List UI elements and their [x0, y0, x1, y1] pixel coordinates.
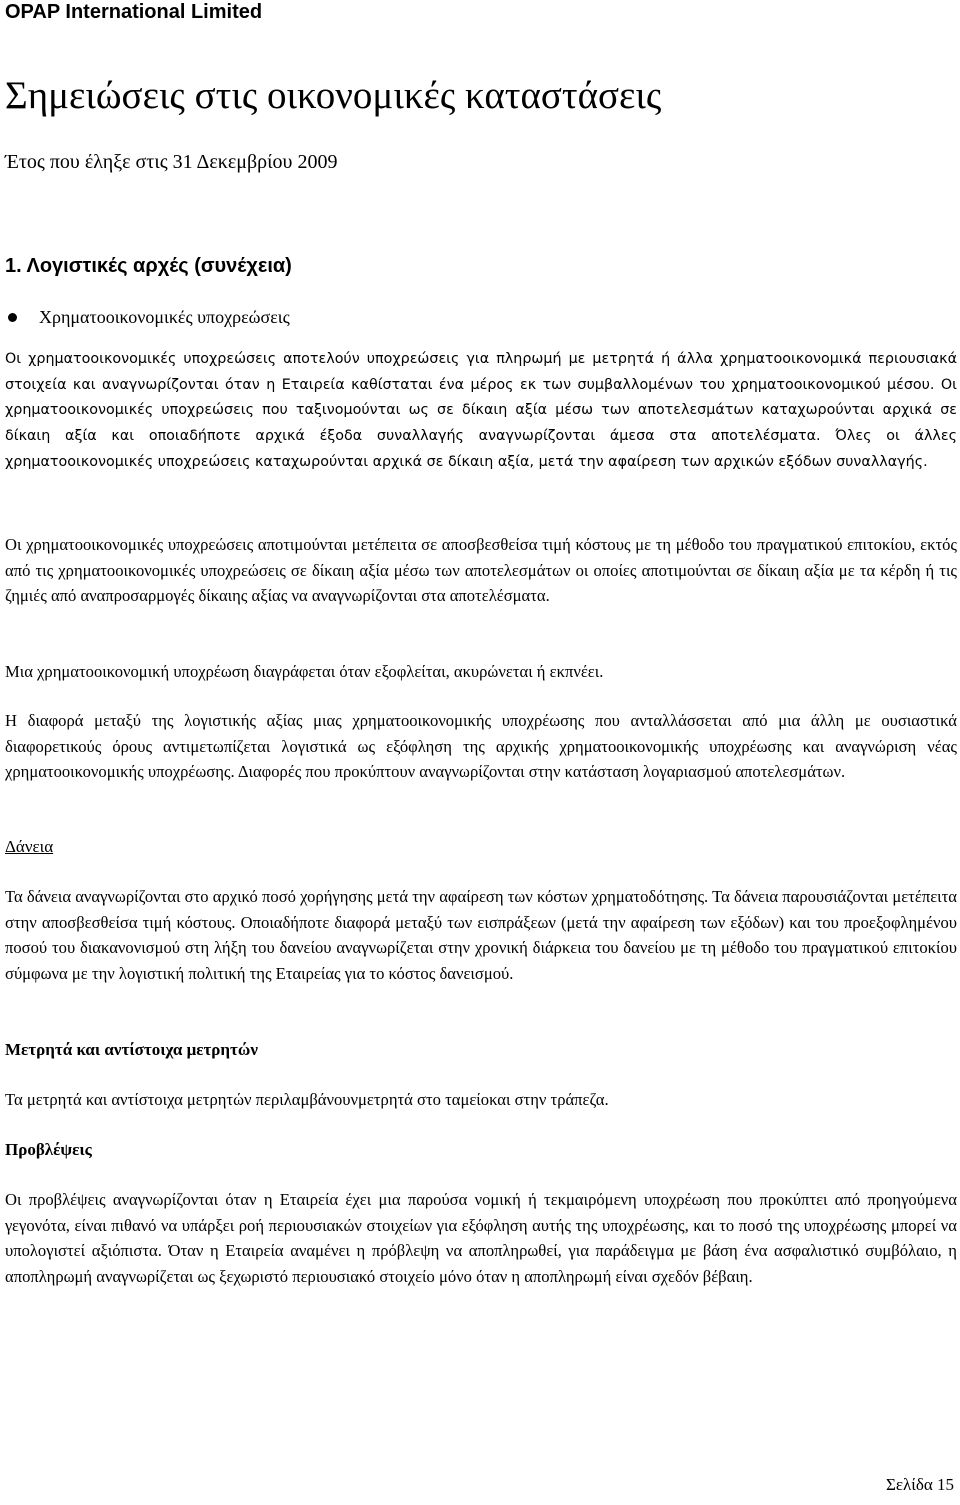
paragraph-derecognition: Μια χρηματοοικονομική υποχρέωση διαγράφεται όταν εξοφλείται, ακυρώνεται ή εκπνέει. — [5, 662, 604, 681]
paragraph-cash: Τα μετρητά και αντίστοιχα μετρητών περιλαμβάνουνμετρητά στο ταμείοκαι στην τράπεζα. — [5, 1090, 609, 1109]
paragraph-loans: Τα δάνεια αναγνωρίζονται στο αρχικό ποσό χορήγησης μετά την αφαίρεση των κόστων χρηματοδότησης. Τα δάνεια παρουσιάζονται μετέπειτα στην αποσβεσθείσα τιμή κόστους. Οποιαδήποτε διαφορά μεταξύ των εισπράξεων (μετά την αφαίρεση των εξόδων) και του προεξοφλημένου ποσού του διακανονισμού στη λήξη του δανείου αναγνωρίζεται στην χρονική διάρκεια του δανείου με τη μέθοδο του πραγματικού επιτοκίου σύμφωνα με την λογιστική πολιτική της Εταιρείας για το κόστος δανεισμού. — [5, 887, 957, 983]
bullet-heading-label: Χρηματοοικονομικές υποχρεώσεις — [39, 307, 290, 327]
bullet-icon — [8, 313, 17, 322]
paragraph-measurement: Οι χρηματοοικονομικές υποχρεώσεις αποτιμούνται μετέπειτα σε αποσβεσθείσα τιμή κόστους με τη μέθοδο του πραγματικού επιτοκίου, εκτός από τις χρηματοοικονομικές υποχρεώσεις σε δίκαιη αξία μέσω των αποτελεσμάτων οι οποίες αποτιμούνται σε δίκαιη αξία με τα κέρδη ή τις ζημιές από αναπροσαρμογές δίκαιης αξίας να αναγνωρίζονται στα αποτελέσματα. — [5, 535, 957, 605]
document-subtitle: Έτος που έληξε στις 31 Δεκεμβρίου 2009 — [5, 151, 338, 173]
document-title: Σημειώσεις στις οικονομικές καταστάσεις — [5, 74, 662, 117]
loans-heading: Δάνεια — [5, 837, 54, 856]
paragraph-exchange: Η διαφορά μεταξύ της λογιστικής αξίας μιας χρηματοοικονομικής υποχρέωσης που ανταλλάσσεται από μια άλλη με ουσιαστικά διαφορετικούς όρους αντιμετωπίζεται λογιστικά ως εξόφληση της αρχικής χρηματοοικονομικής υποχρέωσης και αναγνώριση νέας χρηματοοικονομικής υποχρέωσης. Διαφορές που προκύπτουν αναγνωρίζονται στην κατάσταση λογαριασμού αποτελεσμάτων. — [5, 711, 957, 781]
provisions-heading: Προβλέψεις — [5, 1140, 92, 1159]
page-number: Σελίδα 15 — [885, 1475, 954, 1494]
bullet-heading — [5, 303, 290, 331]
paragraph-financial-liabilities: Οι χρηματοοικονομικές υποχρεώσεις αποτελούν υποχρεώσεις για πληρωμή με μετρητά ή άλλα χρηματοοικονομικά περιουσιακά στοιχεία και αναγνωρίζονται όταν η Εταιρεία καθίσταται ένα μέρος εκ των συμβαλλομένων του χρηματοοικονομικού μέσου. Οι χρηματοοικονομικές υποχρεώσεις που ταξινομούνται ως σε δίκαιη αξία μέσω των αποτελεσμάτων καταχωρούνται αρχικά σε δίκαιη αξία και οποιαδήποτε αρχικά έξοδα συναλλαγής αναγνωρίζονται άμεσα στα αποτελέσματα. Όλες οι άλλες χρηματοοικονομικές υποχρεώσεις καταχωρούνται αρχικά σε δίκαιη αξία, μετά την αφαίρεση των αρχικών εξόδων συναλλαγής. — [5, 351, 957, 470]
company-name: OPAP International Limited — [5, 1, 263, 23]
cash-heading: Μετρητά και αντίστοιχα μετρητών — [5, 1040, 258, 1059]
section-heading: 1. Λογιστικές αρχές (συνέχεια) — [5, 255, 292, 277]
paragraph-provisions: Οι προβλέψεις αναγνωρίζονται όταν η Εταιρεία έχει μια παρούσα νομική ή τεκμαιρόμενη υποχρέωση που προκύπτει από προηγούμενα γεγονότα, είναι πιθανό να υπάρξει ροή περιουσιακών στοιχείων για εξόφληση αυτής της υποχρέωσης, και το ποσό της υποχρέωσης μπορεί να υπολογιστεί αξιόπιστα. Όταν η Εταιρεία αναμένει η πρόβλεψη να αποπληρωθεί, για παράδειγμα με βάση ένα ασφαλιστικό συμβόλαιο, η αποπληρωμή αναγνωρίζεται ως ξεχωριστό περιουσιακό στοιχείο μόνο όταν η αποπληρωμή είναι σχεδόν βέβαιη. — [5, 1190, 957, 1286]
